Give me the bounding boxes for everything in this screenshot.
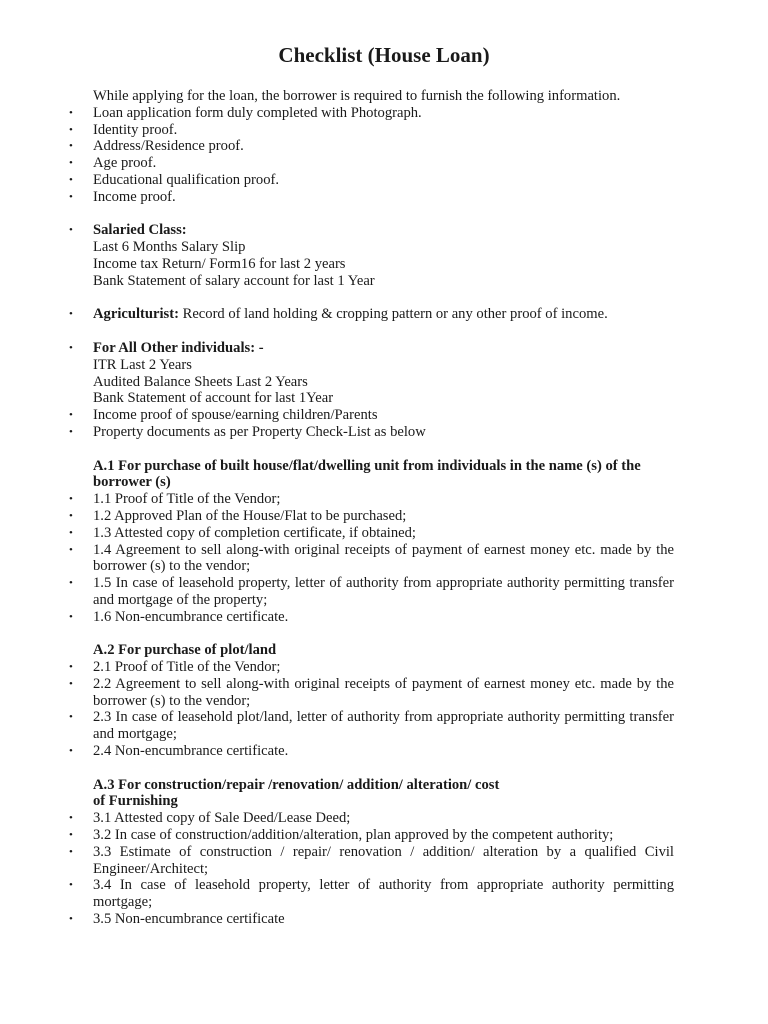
list-item: • Loan application form duly completed with Photograph. <box>93 105 674 122</box>
salaried-class-item <box>93 222 674 289</box>
other-individuals-line: Audited Balance Sheets Last 2 Years <box>93 373 308 390</box>
list-item: • 1.1 Proof of Title of the Vendor; <box>93 491 674 508</box>
salaried-class-label: • Salaried Class: <box>93 222 187 239</box>
list-item: • Income proof. <box>93 189 674 206</box>
section-a3-list <box>93 810 674 928</box>
list-item: • 2.4 Non-encumbrance certificate. <box>93 743 674 760</box>
section-a2-heading: A.2 For purchase of plot/land <box>93 642 277 659</box>
list-item: • 3.2 In case of construction/addition/alteration, plan approved by the competent authority; <box>93 827 674 844</box>
list-item: • 2.2 Agreement to sell along-with original receipts of payment of earnest money etc. made by the borrower (s) to the vendor; <box>93 676 674 710</box>
salaried-line: Last 6 Months Salary Slip <box>93 239 246 256</box>
section-a3-heading: A.3 For construction/repair /renovation/ addition/ alteration/ cost <box>93 776 500 793</box>
agriculturist-item <box>93 306 674 323</box>
document-body <box>93 88 674 928</box>
other-individuals-line: Bank Statement of account for last 1Year <box>93 390 334 407</box>
list-item: • 1.3 Attested copy of completion certificate, if obtained; <box>93 525 674 542</box>
salaried-line: Bank Statement of salary account for last 1 Year <box>93 272 375 289</box>
list-item: • Age proof. <box>93 155 674 172</box>
other-individuals-item <box>93 340 674 407</box>
list-item: • 1.6 Non-encumbrance certificate. <box>93 609 674 626</box>
list-item: • Educational qualification proof. <box>93 172 674 189</box>
list-item: • 3.3 Estimate of construction / repair/ renovation / addition/ alteration by a qualified Civil Engineer/Architect; <box>93 844 674 878</box>
list-item: • 1.5 In case of leasehold property, letter of authority from appropriate authority permitting transfer and mortgage of the property; <box>93 575 674 609</box>
list-item: • 3.5 Non-encumbrance certificate <box>93 911 674 928</box>
list-item: • Identity proof. <box>93 122 674 139</box>
section-a1-list <box>93 491 674 625</box>
section-a1-heading: A.1 For purchase of built house/flat/dwelling unit from individuals in the name (s) of the borrower (s) <box>93 457 641 491</box>
list-item: • 1.2 Approved Plan of the House/Flat to be purchased; <box>93 508 674 525</box>
salaried-line: Income tax Return/ Form16 for last 2 years <box>93 255 346 272</box>
list-item: • 2.3 In case of leasehold plot/land, letter of authority from appropriate authority permitting transfer and mortgage; <box>93 709 674 743</box>
list-item: • Property documents as per Property Check-List as below <box>93 424 674 441</box>
list-item: • Income proof of spouse/earning children/Parents <box>93 407 674 424</box>
other-individuals-list <box>93 340 674 441</box>
section-a3-heading-continued: of Furnishing <box>93 793 178 810</box>
list-item: • 3.1 Attested copy of Sale Deed/Lease Deed; <box>93 810 674 827</box>
basic-requirements-list <box>93 105 674 206</box>
section-a2-list <box>93 659 674 760</box>
intro-text: While applying for the loan, the borrower is required to furnish the following information. <box>93 88 621 104</box>
agriculturist-text: Record of land holding & cropping pattern or any other proof of income. <box>178 306 608 323</box>
list-item: • 2.1 Proof of Title of the Vendor; <box>93 659 674 676</box>
page-title: Checklist (House Loan) <box>278 43 490 67</box>
list-item: • 3.4 In case of leasehold property, letter of authority from appropriate authority permitting mortgage; <box>93 877 674 911</box>
list-item: • 1.4 Agreement to sell along-with original receipts of payment of earnest money etc. made by the borrower (s) to the vendor; <box>93 542 674 576</box>
agriculturist-list <box>93 306 674 323</box>
other-individuals-label: • For All Other individuals: - <box>93 339 264 356</box>
list-item: • Address/Residence proof. <box>93 138 674 155</box>
salaried-class-list <box>93 222 674 289</box>
agriculturist-label: Agriculturist: <box>93 306 179 323</box>
other-individuals-line: ITR Last 2 Years <box>93 356 192 373</box>
